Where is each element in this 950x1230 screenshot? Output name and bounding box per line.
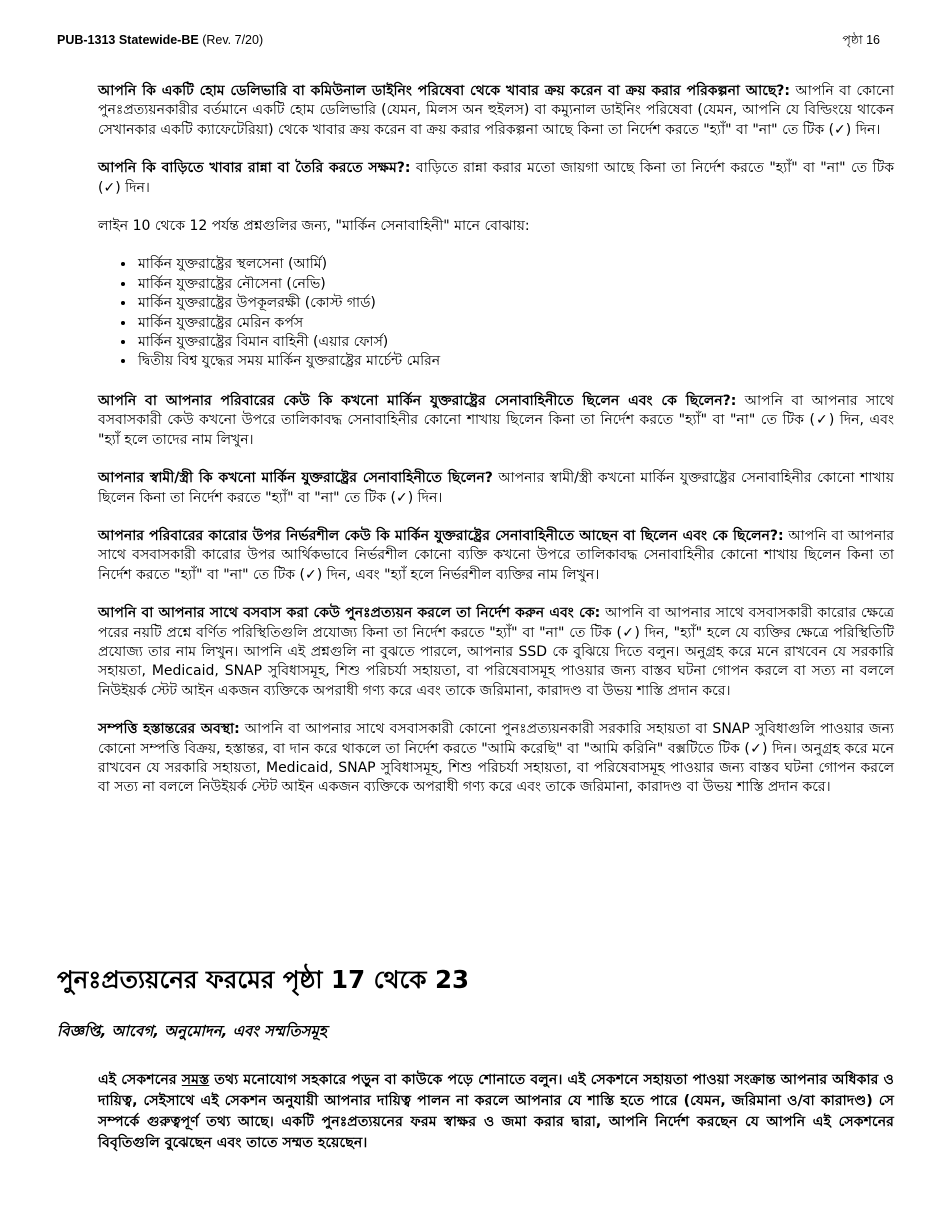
list-item: • মার্কিন যুক্তরাষ্ট্রের নৌসেনা (নেভি) (136, 275, 894, 294)
paragraph-heading: আপনি কি বাড়িতে খাবার রান্না বা তৈরি করতে সক্ষম?: (98, 160, 411, 177)
paragraph-body: আপনি বা আপনার সাথে বসবাসকারী কোনো পুনঃপ্রত্যয়নকারী সরকারি সহায়তা বা SNAP সুবিধাগুলি পাওয়ার জন্য কোনো সম্পত্তি বিক্রয়, হস্তান্তর, বা দান করে থাকলে তা নির্দেশ করতে "আমি করেছি" বা "আমি করিনি" বক্সটিতে টিক (✓) দিন। অনুগ্রহ করে মনে রাখবেন যে সরকারি সহায়তা, Medicaid, SNAP সুবিধাসমূহ, শিশু পরিচর্যা সহায়তা, বা পরিষেবাসমূহ পাওয়ার জন্য বাস্তব ঘটনা গোপন করলে বা সত্য না বললে নিউইয়র্ক স্টেট আইন একজন ব্যক্তিকে অপরাধী গণ্য করে এবং তাকে জরিমানা, কারাদণ্ড বা উভয় শাস্তি প্রদান করে। (98, 721, 894, 796)
property-transfer-paragraph (98, 720, 894, 798)
form-revision: (Rev. 7/20) (202, 33, 264, 47)
paragraph-body: আপনি বা আপনার সাথে বসবাসকারী কারোর ক্ষেত্রে পরের নয়টি প্রশ্নে বর্ণিত পরিস্থিতিগুলি প্রযোজ্য কিনা তা নির্দেশ করতে "হ্যাঁ" বা "না" তে টিক (✓) দিন, "হ্যাঁ" হলে যে ব্যক্তির ক্ষেত্রে পরিস্থিতিটি প্রযোজ্য তার নাম লিখুন। আপনি এই প্রশ্নগুলি না বুঝতে পারলে, আপনার SSD কে বুঝিয়ে দিতে বলুন। অনুগ্রহ করে মনে রাখবেন যে সরকারি সহায়তা, Medicaid, SNAP সুবিধাসমূহ, শিশু পরিচর্যা সহায়তা, বা পরিষেবাসমূহ পাওয়ার জন্য বাস্তব ঘটনা গোপন করলে বা সত্য না বললে নিউইয়র্ক স্টেট আইন একজন ব্যক্তিকে অপরাধী গণ্য করে এবং তাকে জরিমানা, কারাদণ্ড বা উভয় শাস্তি প্রদান করে। (98, 605, 894, 699)
paragraph-heading: আপনি বা আপনার সাথে বসবাস করা কেউ পুনঃপ্রত্যয়ন করলে তা নির্দেশ করুন এবং কে: (98, 605, 601, 622)
military-branch-list (98, 255, 894, 371)
notice-text: তথ্য মনোযোগ সহকারে পড়ুন বা কাউকে পড়ে শোনাতে বলুন। এই সেকশনে সহায়তা পাওয়া সংক্রান্ত আপনার অধিকার ও দায়িত্ব, সেইসাথে এই সেকশন অনুযায়ী আপনার দায়িত্ব পালন না করলে আপনার যে শাস্তি হতে পারে (যেমন, জরিমানা ও/বা কারাদণ্ড) সে সম্পর্কে গুরুত্বপূর্ণ তথ্য আছে। একটি পুনঃপ্রত্যয়নের ফরম স্বাক্ষর ও জমা করার দ্বারা, আপনি নির্দেশ করছেন যে আপনি এই সেকশনের বিবৃতিগুলি বুঝেছেন এবং তাতে সম্মত হয়েছেন। (98, 1072, 894, 1151)
paragraph-body: আপনার স্বামী/স্ত্রী কখনো মার্কিন যুক্তরাষ্ট্রের সেনাবাহিনীর কোনো শাখায় ছিলেন কিনা তা নির্দেশ করতে "হ্যাঁ" বা "না" তে টিক (✓) দিন। (98, 470, 894, 506)
spouse-military-paragraph (98, 469, 894, 508)
paragraph-heading: আপনার স্বামী/স্ত্রী কি কখনো মার্কিন যুক্তরাষ্ট্রের সেনাবাহিনীতে ছিলেন? (98, 470, 493, 487)
recertifier-paragraph (98, 604, 894, 701)
list-item: • মার্কিন যুক্তরাষ্ট্রের স্থলসেনা (আর্মি) (136, 255, 894, 274)
instructions-body (98, 82, 894, 817)
notice-prefix: এই সেকশনের (98, 1072, 177, 1088)
section-title: পুনঃপ্রত্যয়নের ফরমের পৃষ্ঠা 17 থেকে 23 (57, 965, 470, 994)
list-item: • দ্বিতীয় বিশ্ব যুদ্ধের সময় মার্কিন যুক্তরাষ্ট্রের মার্চেন্ট মেরিন (136, 352, 894, 371)
paragraph-body: বাড়িতে রান্না করার মতো জায়গা আছে কিনা তা নির্দেশ করতে "হ্যাঁ" বা "না" তে টিক (✓) দিন। (98, 160, 894, 196)
home-delivery-paragraph (98, 82, 894, 140)
paragraph-body: আপনি বা আপনার সাথে বসবাসকারী কারোর উপর আর্থিকভাবে নির্ভরশীল কোনো ব্যক্তি কখনো উপরে তালিকাবদ্ধ সেনাবাহিনীর কোনো শাখায় ছিলেন কিনা তা নির্দেশ করতে "হ্যাঁ" বা "না" তে টিক (✓) দিন, এবং "হ্যাঁ হলে নির্ভরশীল ব্যক্তির নাম লিখুন। (98, 527, 894, 583)
dependent-military-paragraph (98, 527, 894, 585)
acknowledgement-notice (98, 1070, 894, 1154)
list-item: • মার্কিন যুক্তরাষ্ট্রের মেরিন কর্পস (136, 314, 894, 333)
paragraph-body: আপনি বা কোনো পুনঃপ্রত্যয়নকারীর বর্তমানে একটি হোম ডেলিভারি (যেমন, মিলস অন হুইলস) বা কম্যুনাল ডাইনিং পরিষেবা (যেমন, আপনি যে বিল্ডিংয়ে থাকেন সেখানকার একটি ক্যাফেটেরিয়া) থেকে খাবার ক্রয় করেন বা ক্রয় করার পরিকল্পনা আছে কিনা তা নির্দেশ করতে "হ্যাঁ" বা "না" তে টিক (✓) দিন। (98, 83, 895, 138)
paragraph-heading: সম্পত্তি হস্তান্তরের অবস্থা: (98, 721, 240, 738)
section-subtitle: বিজ্ঞপ্তি, আবেগ, অনুমোদন, এবং সম্মতিসমূহ (57, 1022, 327, 1040)
page-number: পৃষ্ঠা 16 (842, 33, 880, 47)
household-military-paragraph (98, 392, 894, 450)
paragraph-body: আপনি বা আপনার সাথে বসবাসকারী কেউ কখনো উপরে তালিকাবদ্ধ সেনাবাহিনীর কোনো শাখায় ছিলেন কিনা তা নির্দেশ করতে "হ্যাঁ" বা "না" তে টিক (✓) দিন, এবং "হ্যাঁ হলে তাদের নাম লিখুন। (98, 392, 894, 448)
list-item: • মার্কিন যুক্তরাষ্ট্রের বিমান বাহিনী (এয়ার ফোর্স) (136, 333, 894, 352)
paragraph-heading: আপনি বা আপনার পরিবারের কেউ কি কখনো মার্কিন যুক্তরাষ্ট্রের সেনাবাহিনীতে ছিলেন এবং কে ছিলেন?: (98, 392, 737, 409)
list-item: • মার্কিন যুক্তরাষ্ট্রের উপকূলরক্ষী (কোস্ট গার্ড) (136, 294, 894, 313)
form-identifier (57, 33, 263, 47)
paragraph-heading: আপনি কি একটি হোম ডেলিভারি বা কমিউনাল ডাইনিং পরিষেবা থেকে খাবার ক্রয় করেন বা ক্রয় করার পরিকল্পনা আছে?: (98, 83, 791, 99)
military-intro: লাইন 10 থেকে 12 পর্যন্ত প্রশ্নগুলির জন্য, "মার্কিন সেনাবাহিনী" মানে বোঝায়: (98, 218, 530, 235)
paragraph-heading: আপনার পরিবারের কারোর উপর নির্ভরশীল কেউ কি মার্কিন যুক্তরাষ্ট্রের সেনাবাহিনীতে আছেন বা ছিলেন এবং কে ছিলেন?: (98, 527, 784, 544)
page-header (57, 32, 880, 52)
form-id: PUB-1313 Statewide-BE (57, 33, 199, 47)
notice-emphasis: সমস্ত (181, 1072, 210, 1088)
cook-at-home-paragraph (98, 159, 894, 198)
